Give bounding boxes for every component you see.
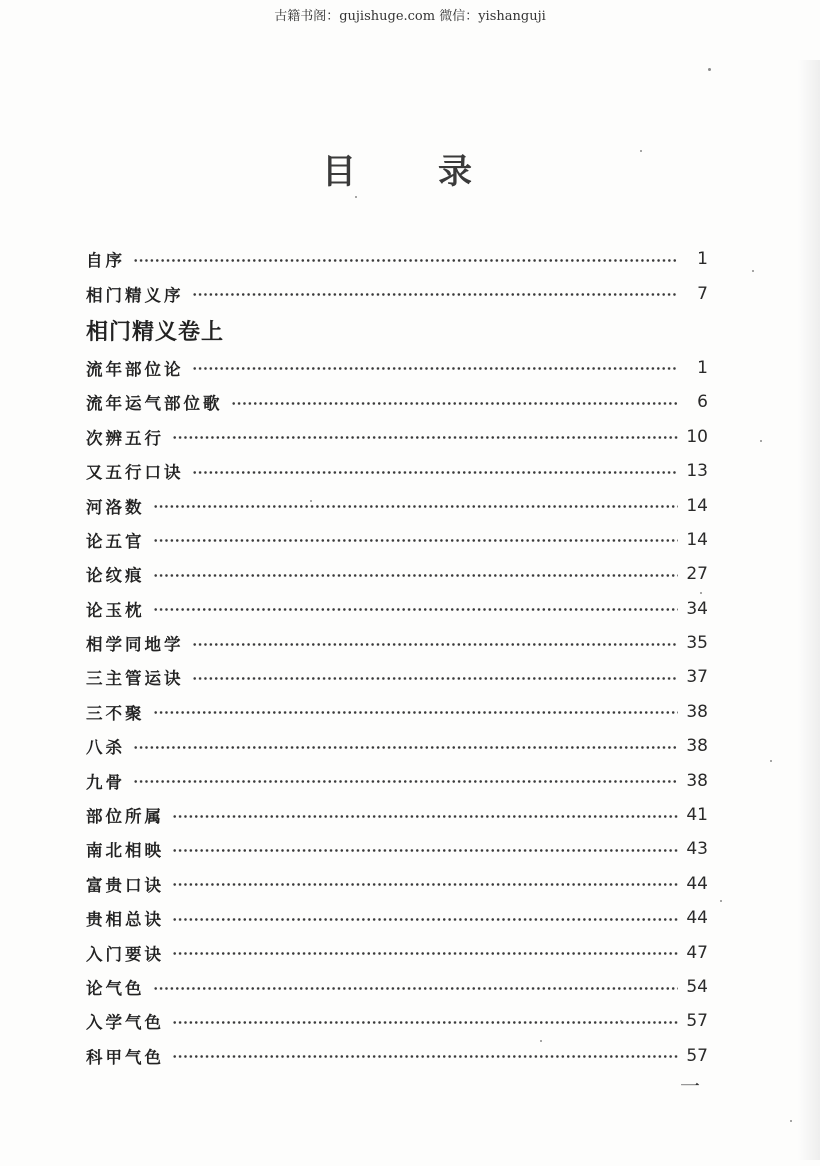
toc-entry-label: 流年部位论 (86, 359, 184, 379)
toc-entry[interactable] (86, 798, 708, 832)
toc-entry-page: 14 (686, 529, 708, 550)
dot-leader (153, 711, 679, 714)
table-of-contents (86, 242, 708, 1073)
toc-entry[interactable] (86, 523, 708, 557)
dot-leader (172, 436, 678, 439)
toc-entry-page: 37 (686, 667, 708, 688)
dot-leader (133, 780, 678, 783)
dot-leader (133, 259, 678, 262)
toc-entry-label: 部位所属 (86, 807, 164, 827)
toc-entry-label: 又五行口诀 (86, 463, 184, 483)
toc-entry-page: 44 (686, 873, 708, 894)
scan-speck (760, 440, 762, 442)
toc-entry-label: 次辨五行 (86, 428, 164, 448)
dot-leader (153, 574, 679, 577)
toc-entry[interactable] (86, 454, 708, 488)
dot-leader (133, 746, 678, 749)
toc-entry-page: 57 (686, 1045, 708, 1066)
toc-entry[interactable] (86, 763, 708, 797)
scan-speck (790, 1120, 792, 1122)
toc-entry[interactable] (86, 385, 708, 419)
toc-entry-label: 相学同地学 (86, 635, 184, 655)
toc-entry-page: 1 (697, 249, 708, 270)
toc-entry[interactable] (86, 420, 708, 454)
toc-entry-page: 27 (686, 564, 708, 585)
scan-speck (540, 1040, 542, 1042)
toc-entry-label: 三主管运诀 (86, 669, 184, 689)
toc-entry[interactable] (86, 1039, 708, 1073)
toc-entry-page: 54 (686, 977, 708, 997)
scan-speck (355, 196, 357, 198)
toc-entry-label: 自序 (86, 251, 125, 271)
scan-speck (720, 900, 722, 902)
dot-leader (192, 677, 679, 680)
toc-entry[interactable] (86, 592, 708, 626)
scan-speck (708, 68, 711, 71)
scan-speck (770, 760, 772, 762)
toc-entry[interactable] (86, 695, 708, 729)
toc-entry-label: 河洛数 (86, 497, 145, 517)
dot-leader (172, 815, 678, 818)
toc-entry-xiangmen-preface[interactable] (86, 276, 708, 310)
section-entry-list (86, 351, 708, 1073)
dot-leader (192, 643, 679, 646)
toc-entry-label: 富贵口诀 (86, 875, 164, 895)
toc-entry[interactable] (86, 867, 708, 901)
toc-entry[interactable] (86, 970, 708, 1004)
scan-speck (640, 150, 642, 152)
toc-entry-label: 入门要诀 (86, 944, 164, 964)
toc-entry-page: 41 (686, 805, 708, 826)
toc-entry[interactable] (86, 935, 708, 969)
toc-entry[interactable] (86, 626, 708, 660)
toc-entry-page: 6 (697, 392, 708, 413)
dot-leader (153, 608, 679, 611)
toc-entry-label: 九骨 (86, 772, 125, 792)
dot-leader (172, 883, 678, 886)
toc-entry[interactable] (86, 832, 708, 866)
toc-entry-label: 论玉枕 (86, 600, 145, 620)
dot-leader (153, 539, 679, 542)
scan-speck (700, 592, 702, 594)
dot-leader (172, 1055, 678, 1058)
toc-entry-page: 1 (697, 357, 708, 378)
page-edge-shadow (798, 60, 820, 1160)
dot-leader (172, 849, 678, 852)
dot-leader (192, 471, 679, 474)
toc-entry-label: 相门精义序 (86, 285, 184, 305)
dot-leader (172, 1021, 678, 1024)
toc-entry-page: 57 (686, 1011, 708, 1032)
dot-leader (231, 402, 679, 405)
dot-leader (172, 952, 678, 955)
toc-entry-label: 南北相映 (86, 841, 164, 861)
footer-page-mark: 一 (680, 1074, 700, 1098)
toc-entry-label: 贵相总诀 (86, 910, 164, 930)
toc-entry[interactable] (86, 901, 708, 935)
header-watermark: 古籍书阁：gujishuge.com 微信：yishanguji (274, 9, 546, 24)
toc-entry-label: 论五官 (86, 531, 145, 551)
toc-entry-page: 43 (686, 839, 708, 860)
toc-entry-label: 论气色 (86, 979, 145, 998)
page-title (322, 144, 472, 193)
section-heading: 相门精义卷上 (86, 320, 225, 346)
toc-entry-page: 13 (686, 461, 708, 482)
toc-entry-label: 入学气色 (86, 1013, 164, 1033)
scan-speck (620, 1020, 622, 1022)
toc-entry-page: 38 (686, 770, 708, 791)
toc-entry-label: 论纹痕 (86, 566, 145, 586)
dot-leader (153, 505, 679, 508)
toc-entry-label: 三不聚 (86, 703, 145, 723)
dot-leader (192, 293, 679, 296)
toc-entry-page: 10 (686, 426, 708, 447)
toc-entry-page: 47 (686, 942, 708, 963)
title-right-char: 录 (438, 152, 472, 192)
toc-entry[interactable] (86, 729, 708, 763)
dot-leader (172, 918, 678, 921)
toc-entry-page: 35 (686, 633, 708, 654)
toc-entry-page: 14 (686, 495, 708, 516)
toc-entry-preface[interactable] (86, 242, 708, 276)
scan-speck (752, 270, 754, 272)
toc-entry[interactable] (86, 1004, 708, 1038)
dot-leader (192, 367, 679, 370)
dot-leader (153, 987, 679, 990)
toc-entry[interactable] (86, 660, 708, 694)
scan-speck (310, 500, 312, 502)
toc-entry-page: 38 (686, 701, 708, 722)
toc-entry-page: 44 (686, 908, 708, 929)
toc-entry[interactable] (86, 488, 708, 522)
toc-entry-page: 38 (686, 736, 708, 757)
toc-entry-page: 7 (697, 283, 708, 304)
toc-entry-label: 流年运气部位歌 (86, 394, 223, 414)
title-left-char: 目 (322, 152, 356, 192)
toc-entry[interactable] (86, 351, 708, 385)
toc-entry-label: 科甲气色 (86, 1047, 164, 1067)
toc-entry-page: 34 (686, 598, 708, 619)
toc-entry[interactable] (86, 557, 708, 591)
toc-entry-label: 八杀 (86, 738, 125, 758)
